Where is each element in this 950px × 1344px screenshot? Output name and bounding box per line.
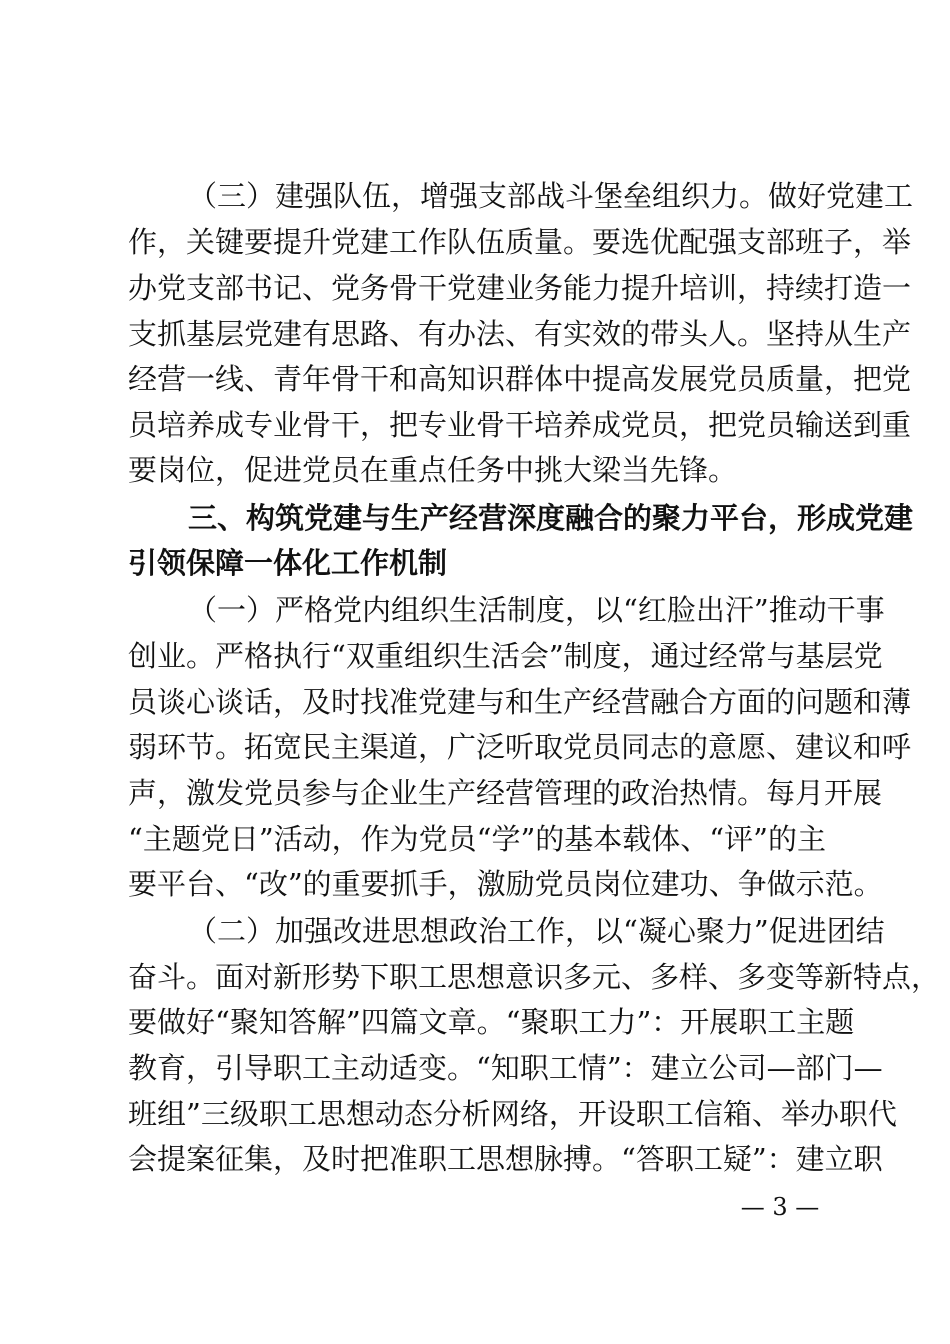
paragraph-line: 支抓基层党建有思路、有办法、有实效的带头人。坚持从生产	[128, 317, 912, 351]
paragraph-line: （一）严格党内组织生活制度，以“红脸出汗”推动干事	[188, 593, 885, 627]
paragraph-line: 要做好“聚知答解”四篇文章。“聚职工力”：开展职工主题	[128, 1005, 855, 1039]
paragraph-line: 要平台、“改”的重要抓手，激励党员岗位建功、争做示范。	[128, 867, 883, 901]
paragraph-line: 弱环节。拓宽民主渠道，广泛听取党员同志的意愿、建议和呼	[128, 730, 912, 764]
paragraph-line: （三）建强队伍，增强支部战斗堡垒组织力。做好党建工	[188, 179, 914, 213]
paragraph-line: 员培养成专业骨干，把专业骨干培养成党员，把党员输送到重	[128, 408, 912, 442]
paragraph-line: 经营一线、青年骨干和高知识群体中提高发展党员质量，把党	[128, 362, 912, 396]
paragraph-line: 要岗位，促进党员在重点任务中挑大梁当先锋。	[128, 453, 738, 487]
paragraph-line: “主题党日”活动，作为党员“学”的基本载体、“评”的主	[128, 822, 826, 856]
paragraph-line: （二）加强改进思想政治工作，以“凝心聚力”促进团结	[188, 914, 885, 948]
paragraph-line: 声，激发党员参与企业生产经营管理的政治热情。每月开展	[128, 776, 883, 810]
paragraph-line: 班组”三级职工思想动态分析网络，开设职工信箱、举办职代	[128, 1097, 897, 1131]
paragraph-line: 员谈心谈话，及时找准党建与和生产经营融合方面的问题和薄	[128, 685, 912, 719]
paragraph-line: 办党支部书记、党务骨干党建业务能力提升培训，持续打造一	[128, 271, 912, 305]
paragraph-line: 教育，引导职工主动适变。“知职工情”：建立公司—部门—	[128, 1051, 883, 1085]
paragraph-line: 创业。严格执行“双重组织生活会”制度，通过经常与基层党	[128, 639, 883, 673]
paragraph-line: 作，关键要提升党建工作队伍质量。要选优配强支部班子，举	[128, 225, 912, 259]
paragraph-line: 奋斗。面对新形势下职工思想意识多元、多样、多变等新特点，	[128, 960, 941, 994]
section-heading-line: 引领保障一体化工作机制	[128, 546, 448, 580]
page-number: — 3 —	[740, 1193, 820, 1221]
section-heading-line: 三、构筑党建与生产经营深度融合的聚力平台，形成党建	[188, 501, 914, 535]
paragraph-line: 会提案征集，及时把准职工思想脉搏。“答职工疑”：建立职	[128, 1142, 883, 1176]
